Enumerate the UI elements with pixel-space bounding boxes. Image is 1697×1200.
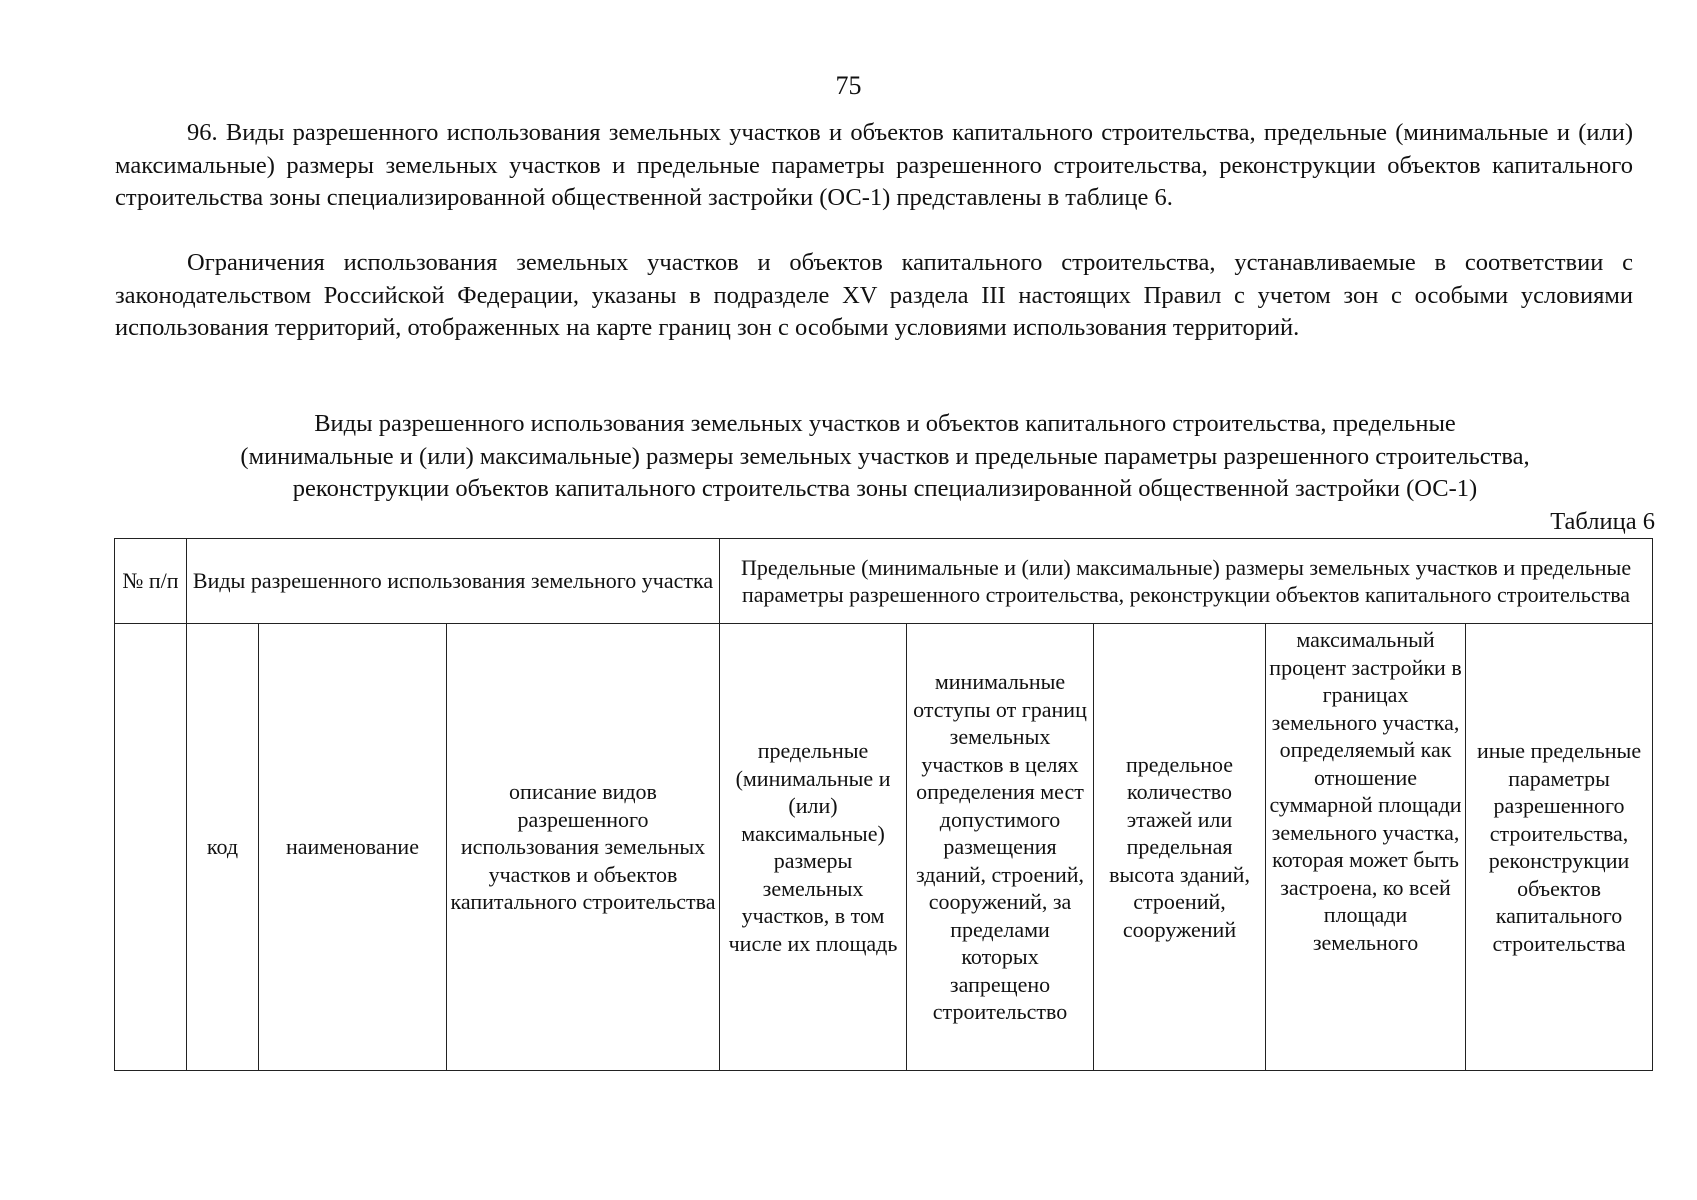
- land-use-table: [114, 538, 1653, 1071]
- page-number: 75: [835, 71, 862, 100]
- paragraph-restrictions: [115, 247, 1633, 345]
- table-label: Таблица 6: [1550, 508, 1655, 535]
- subheader-cell-floors: предельное количество этажей или предельная высота зданий, строений, сооружений: [1094, 624, 1266, 1071]
- table-caption-line-2: (минимальные и (или) максимальные) размеры земельных участков и предельные параметры разрешенного строительства,: [240, 442, 1530, 470]
- subheader-cell-setbacks: минимальные отступы от границ земельных участков в целях определения мест допустимого размещения зданий, строений, сооружений, за пределами которых запрещено строительство: [907, 624, 1094, 1071]
- subheader-cell-coverage-text: максимальный процент застройки в границах земельного участка, определяемый как отношение суммарной площади земельного участка, которая может быть застроена, ко всей площади земельного: [1269, 627, 1462, 955]
- table-header-row: [115, 539, 1653, 624]
- table-caption-line-3: реконструкции объектов капитального строительства зоны специализированной общественной застройки (ОС-1): [292, 475, 1478, 502]
- header-cell-kinds: Виды разрешенного использования земельного участка: [187, 539, 720, 624]
- subheader-cell-code: код: [187, 624, 259, 1071]
- header-cell-limits: Предельные (минимальные и (или) максимальные) размеры земельных участков и предельные параметры разрешенного строительства, реконструкции объектов капитального строительства: [720, 539, 1653, 624]
- subheader-cell-name: наименование: [259, 624, 447, 1071]
- paragraph-96: [115, 117, 1633, 215]
- subheader-cell-other: иные предельные параметры разрешенного строительства, реконструкции объектов капитального строительства: [1466, 624, 1653, 1071]
- subheader-cell-description: описание видов разрешенного использования земельных участков и объектов капитального строительства: [447, 624, 720, 1071]
- table-caption: [115, 408, 1655, 506]
- header-cell-num: № п/п: [115, 539, 187, 624]
- subheader-cell-num: [115, 624, 187, 1071]
- paragraph-restrictions-text: Ограничения использования земельных участков и объектов капитального строительства, устанавливаемые в соответствии с законодательством Российской Федерации, указаны в подразделе XV раздела III настоящих Правил с учетом зон с особыми условиями использования территорий, отображенных на карте границ зон с особыми условиями использования территорий.: [115, 249, 1633, 341]
- table-subheader-row: [115, 624, 1653, 1071]
- subheader-cell-coverage: [1266, 624, 1466, 1071]
- subheader-cell-plot-sizes: предельные (минимальные и (или) максимальные) размеры земельных участков, в том числе их площадь: [720, 624, 907, 1071]
- paragraph-96-text: 96. Виды разрешенного использования земельных участков и объектов капитального строительства, предельные (минимальные и (или) максимальные) размеры земельных участков и предельные параметры разрешенного строительства, реконструкции объектов капитального строительства зоны специализированной общественной застройки (ОС-1) представлены в таблице 6.: [115, 119, 1633, 211]
- table-caption-line-1: Виды разрешенного использования земельных участков и объектов капитального строительства, предельные: [314, 410, 1456, 437]
